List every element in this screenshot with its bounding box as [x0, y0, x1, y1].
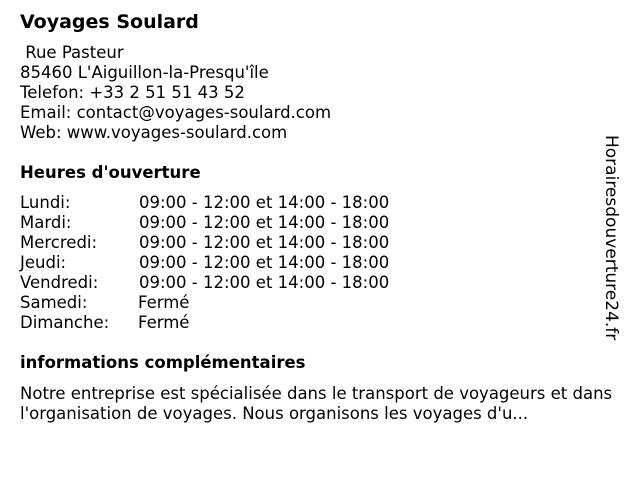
day-hours: 09:00 - 12:00 et 14:00 - 18:00	[139, 253, 390, 272]
day-label: Dimanche:	[20, 313, 110, 332]
day-hours: 09:00 - 12:00 et 14:00 - 18:00	[139, 193, 390, 212]
email-line: Email: contact@voyages-soulard.com	[20, 103, 332, 122]
day-hours: 09:00 - 12:00 et 14:00 - 18:00	[139, 213, 390, 232]
day-label: Samedi:	[20, 293, 88, 312]
business-name: Voyages Soulard	[20, 11, 199, 33]
opening-hours-heading: Heures d'ouverture	[20, 163, 201, 182]
business-contact-block	[20, 43, 331, 143]
day-label: Jeudi:	[20, 253, 67, 272]
phone-line: Telefon: +33 2 51 51 43 52	[20, 83, 245, 102]
additional-info-heading: informations complémentaires	[20, 353, 306, 372]
watermark-text: Horairesdouverture24.fr	[601, 135, 621, 341]
city-address: 85460 L'Aiguillon-la-Presqu'île	[20, 63, 269, 82]
website-line: Web: www.voyages-soulard.com	[20, 123, 288, 142]
day-hours: Fermé	[138, 293, 190, 312]
additional-info-text: Notre entreprise est spécialisée dans le transport de voyageurs et dans l'organisation de voyages. Nous organisons les voyages d'u...	[20, 384, 613, 423]
site-watermark	[601, 135, 633, 345]
street-address: Rue Pasteur	[20, 43, 124, 62]
day-label: Vendredi:	[20, 273, 99, 292]
day-hours: 09:00 - 12:00 et 14:00 - 18:00	[139, 273, 390, 292]
day-label: Lundi:	[20, 193, 71, 212]
day-hours: 09:00 - 12:00 et 14:00 - 18:00	[139, 233, 390, 252]
day-label: Mercredi:	[20, 233, 98, 252]
day-hours: Fermé	[138, 313, 190, 332]
day-label: Mardi:	[20, 213, 72, 232]
